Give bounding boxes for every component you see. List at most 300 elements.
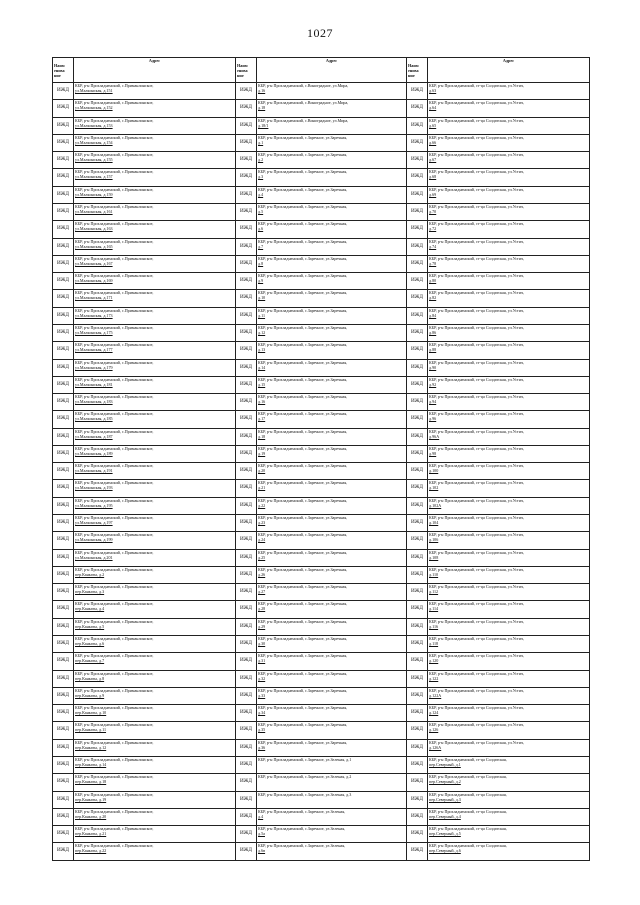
- address-line-1: КБР, р-н Прохладненский, с.Приманлинское,: [75, 134, 154, 140]
- address-cell: [257, 342, 407, 359]
- object-type-cell: ИЖД: [53, 342, 74, 359]
- address-line-2: пер.Канкаты, д.14: [75, 761, 107, 767]
- object-type-cell: ИЖД: [53, 515, 74, 532]
- address-cell: [257, 324, 407, 341]
- header-address: Адрес: [257, 58, 407, 83]
- table-row: [53, 705, 590, 722]
- address-cell: [74, 549, 236, 566]
- address-line-1: КБР, р-н Прохладненский, ст-ца Солдатская, ул.Устич,: [429, 636, 524, 641]
- address-cell: [428, 843, 590, 861]
- address-line-1: КБР, р-н Прохладненский, с.Виноградное, ул.Мира,: [258, 83, 349, 88]
- address-cell: [257, 203, 407, 220]
- address-line-1: КБР, р-н Прохладненский, с.Приманлинское,: [75, 255, 154, 261]
- object-type-cell: ИЖД: [236, 791, 257, 808]
- address-line-1: КБР, р-н Прохладненский, с.Виноградное, ул.Мира,: [258, 100, 349, 106]
- address-cell: [257, 186, 407, 203]
- object-type-cell: ИЖД: [236, 774, 257, 791]
- address-line-1: КБР, р-н Прохладненский, ст-ца Солдатская, ул.Устич,: [429, 584, 524, 590]
- address-line-2: д.24: [258, 537, 266, 543]
- address-cell: [257, 394, 407, 411]
- object-type-cell: ИЖД: [53, 411, 74, 428]
- address-line-2: д.112: [429, 589, 439, 595]
- address-line-2: д.126: [429, 727, 439, 733]
- address-line-2: пер.Канкаты, д.18: [75, 779, 107, 785]
- address-line-2: пер.Северный, д.5: [429, 831, 461, 837]
- address-cell: [257, 463, 407, 480]
- address-line-1: КБР, р-н Прохладненский, ст-ца Солдатская, ул.Устич,: [429, 186, 524, 192]
- address-cell: [428, 670, 590, 687]
- address-cell: [257, 584, 407, 601]
- address-cell: [74, 739, 236, 756]
- object-type-cell: ИЖД: [407, 636, 428, 653]
- table-row: [53, 584, 590, 601]
- address-cell: [74, 117, 236, 134]
- address-cell: [74, 324, 236, 341]
- page-number: 1027: [307, 26, 333, 40]
- object-type-cell: ИЖД: [407, 238, 428, 255]
- address-line-1: КБР, р-н Прохладненский, с.Приманлинское,: [75, 359, 154, 365]
- address-line-2: д.114: [429, 606, 439, 612]
- address-line-1: КБР, р-н Прохладненский, с.Заречное, ул.Заречная,: [258, 273, 348, 279]
- object-type-cell: ИЖД: [53, 117, 74, 134]
- address-line-2: д.122: [429, 675, 439, 681]
- address-line-2: д.108: [429, 554, 439, 560]
- address-line-1: КБР, р-н Прохладненский, с.Заречное, ул.Заречная,: [258, 203, 348, 209]
- address-line-1: КБР, р-н Прохладненский, ст-ца Солдатская, ул.Устич,: [429, 203, 524, 209]
- object-type-cell: ИЖД: [407, 359, 428, 376]
- object-type-cell: ИЖД: [53, 376, 74, 393]
- address-table: [52, 57, 590, 861]
- object-type-cell: ИЖД: [53, 480, 74, 497]
- address-line-2: д.8: [258, 260, 264, 266]
- address-line-1: КБР, р-н Прохладненский, с.Заречное, ул.Заречная,: [258, 739, 348, 745]
- object-type-cell: ИЖД: [236, 497, 257, 514]
- object-type-cell: ИЖД: [236, 83, 257, 100]
- object-type-cell: ИЖД: [407, 756, 428, 773]
- address-line-2: д.118: [429, 641, 439, 646]
- address-line-1: КБР, р-н Прохладненский, с.Заречное, ул.Зеленая,: [258, 808, 346, 814]
- address-line-1: КБР, р-н Прохладненский, ст-ца Солдатская, ул.Устич,: [429, 359, 524, 365]
- object-type-cell: ИЖД: [53, 134, 74, 151]
- object-type-cell: ИЖД: [236, 445, 257, 462]
- header-kind: Наим енова ние: [407, 58, 428, 83]
- address-line-1: КБР, р-н Прохладненский, с.Заречное, ул.Заречная,: [258, 463, 348, 469]
- address-cell: [257, 705, 407, 722]
- table-row: [53, 290, 590, 307]
- address-line-1: КБР, р-н Прохладненский, с.Приманлинское,: [75, 463, 154, 469]
- address-line-1: КБР, р-н Прохладненский, с.Заречное, ул.Заречная,: [258, 705, 348, 711]
- address-cell: [257, 221, 407, 238]
- address-line-2: ул.Малкинская, д.199: [75, 537, 113, 543]
- address-cell: [74, 221, 236, 238]
- address-cell: [257, 515, 407, 532]
- table-row: [53, 359, 590, 376]
- object-type-cell: ИЖД: [236, 826, 257, 843]
- table-row: [53, 342, 590, 359]
- address-cell: [257, 843, 407, 861]
- address-line-1: КБР, р-н Прохладненский, с.Приманлинское,: [75, 100, 154, 106]
- address-line-2: д.20: [258, 468, 266, 474]
- address-line-2: д.28: [258, 606, 266, 612]
- address-line-1: КБР, р-н Прохладненский, с.Приманлинское,: [75, 670, 154, 676]
- object-type-cell: ИЖД: [53, 203, 74, 220]
- address-cell: [428, 273, 590, 290]
- header-kind: Наим енова ние: [236, 58, 257, 83]
- address-line-1: КБР, р-н Прохладненский, ст-ца Солдатская, ул.Устич,: [429, 618, 524, 624]
- address-cell: [74, 722, 236, 739]
- object-type-cell: ИЖД: [407, 83, 428, 100]
- object-type-cell: ИЖД: [407, 324, 428, 341]
- address-line-2: д.12: [258, 329, 266, 335]
- address-cell: [74, 532, 236, 549]
- address-line-1: КБР, р-н Прохладненский, ст-ца Солдатская, ул.Устич,: [429, 670, 524, 676]
- table-row: [53, 445, 590, 462]
- object-type-cell: ИЖД: [236, 100, 257, 117]
- address-line-2: д.18: [258, 433, 266, 439]
- address-line-1: КБР, р-н Прохладненский, с.Приманлинское,: [75, 843, 154, 849]
- address-cell: [74, 238, 236, 255]
- address-line-1: КБР, р-н Прохладненский, с.Заречное, ул.Заречная,: [258, 255, 348, 261]
- address-cell: [428, 152, 590, 169]
- address-cell: [428, 324, 590, 341]
- address-line-1: КБР, р-н Прохладненский, с.Заречное, ул.Заречная,: [258, 653, 348, 659]
- table-row: [53, 394, 590, 411]
- address-cell: [428, 480, 590, 497]
- address-cell: [257, 307, 407, 324]
- address-cell: [428, 83, 590, 100]
- object-type-cell: ИЖД: [53, 670, 74, 687]
- address-line-2: д.120: [429, 658, 439, 664]
- object-type-cell: ИЖД: [407, 134, 428, 151]
- address-cell: [257, 791, 407, 808]
- address-line-1: КБР, р-н Прохладненский, с.Заречное, ул.Заречная,: [258, 290, 348, 296]
- address-line-1: КБР, р-н Прохладненский, ст-ца Солдатская, ул.Устич,: [429, 722, 524, 728]
- address-line-2: д.19: [258, 450, 266, 456]
- address-line-2: д.22: [258, 502, 266, 508]
- address-line-1: КБР, р-н Прохладненский, ст-ца Солдатская, ул.Устич,: [429, 342, 524, 348]
- object-type-cell: ИЖД: [53, 826, 74, 843]
- address-cell: [74, 359, 236, 376]
- address-cell: [428, 756, 590, 773]
- object-type-cell: ИЖД: [407, 307, 428, 324]
- object-type-cell: ИЖД: [236, 739, 257, 756]
- object-type-cell: ИЖД: [236, 221, 257, 238]
- address-line-2: д.21: [258, 485, 266, 491]
- address-line-2: д.65: [429, 122, 437, 128]
- address-line-1: КБР, р-н Прохладненский, с.Приманлинское,: [75, 290, 154, 296]
- object-type-cell: ИЖД: [53, 584, 74, 601]
- address-line-1: КБР, р-н Прохладненский, ст-ца Солдатская, ул.Устич,: [429, 169, 524, 175]
- address-line-2: ул.Малкинская, д.185: [75, 416, 113, 422]
- address-line-2: пер.Северный, д.6: [429, 848, 461, 854]
- address-cell: [257, 739, 407, 756]
- address-cell: [428, 359, 590, 376]
- table-row: [53, 636, 590, 653]
- address-cell: [257, 601, 407, 618]
- address-cell: [428, 100, 590, 117]
- object-type-cell: ИЖД: [53, 428, 74, 445]
- address-line-2: ул.Малкинская, д.154: [75, 139, 113, 145]
- address-line-1: КБР, р-н Прохладненский, с.Приманлинское,: [75, 428, 154, 434]
- table-row: [53, 722, 590, 739]
- object-type-cell: ИЖД: [407, 791, 428, 808]
- address-line-2: д.5а: [258, 831, 265, 837]
- address-cell: [74, 584, 236, 601]
- address-line-2: пер.Северный, д.4: [429, 813, 461, 819]
- table-row: [53, 273, 590, 290]
- address-line-1: КБР, р-н Прохладненский, с.Приманлинское,: [75, 756, 154, 762]
- object-type-cell: ИЖД: [407, 117, 428, 134]
- address-cell: [74, 808, 236, 825]
- address-cell: [257, 152, 407, 169]
- address-cell: [428, 705, 590, 722]
- address-line-1: КБР, р-н Прохладненский, с.Заречное, ул.Зеленая, д.2: [258, 774, 352, 780]
- address-cell: [257, 636, 407, 653]
- address-cell: [257, 687, 407, 704]
- address-line-1: КБР, р-н Прохладненский, с.Виноградное, ул.Мира,: [258, 117, 349, 123]
- address-cell: [74, 428, 236, 445]
- object-type-cell: ИЖД: [407, 705, 428, 722]
- address-line-1: КБР, р-н Прохладненский, с.Приманлинское,: [75, 238, 154, 244]
- object-type-cell: ИЖД: [236, 428, 257, 445]
- object-type-cell: ИЖД: [407, 169, 428, 186]
- address-line-2: д.67: [429, 157, 437, 163]
- address-cell: [257, 255, 407, 272]
- address-line-1: КБР, р-н Прохладненский, с.Заречное, ул.Заречная,: [258, 134, 348, 140]
- address-cell: [428, 307, 590, 324]
- object-type-cell: ИЖД: [236, 756, 257, 773]
- object-type-cell: ИЖД: [53, 791, 74, 808]
- address-line-2: д.70: [429, 208, 437, 214]
- address-line-1: КБР, р-н Прохладненский, ст-ца Солдатская, ул.Устич,: [429, 152, 524, 158]
- address-line-1: КБР, р-н Прохладненский, с.Заречное, ул.Заречная,: [258, 238, 348, 244]
- address-line-2: д.6: [258, 226, 264, 232]
- address-line-2: ул.Малкинская, д.195: [75, 502, 113, 508]
- object-type-cell: ИЖД: [236, 117, 257, 134]
- table-row: [53, 739, 590, 756]
- object-type-cell: ИЖД: [407, 687, 428, 704]
- address-line-2: д.96: [429, 416, 437, 422]
- table-row: [53, 324, 590, 341]
- address-line-2: д.15: [258, 381, 266, 387]
- address-line-1: КБР, р-н Прохладненский, с.Приманлинское,: [75, 705, 154, 711]
- table-row: [53, 774, 590, 791]
- address-line-1: КБР, р-н Прохладненский, с.Заречное, ул.Заречная,: [258, 497, 348, 503]
- object-type-cell: ИЖД: [407, 601, 428, 618]
- object-type-cell: ИЖД: [407, 186, 428, 203]
- address-cell: [257, 290, 407, 307]
- object-type-cell: ИЖД: [236, 705, 257, 722]
- object-type-cell: ИЖД: [407, 722, 428, 739]
- address-line-2: д.78: [429, 260, 437, 266]
- object-type-cell: ИЖД: [407, 515, 428, 532]
- table-row: [53, 653, 590, 670]
- object-type-cell: ИЖД: [53, 324, 74, 341]
- address-line-2: д.14: [258, 364, 266, 370]
- address-line-1: КБР, р-н Прохладненский, с.Приманлинское,: [75, 636, 154, 641]
- address-line-2: д.126А: [429, 744, 442, 750]
- object-type-cell: ИЖД: [53, 359, 74, 376]
- address-cell: [74, 445, 236, 462]
- object-type-cell: ИЖД: [407, 480, 428, 497]
- object-type-cell: ИЖД: [407, 394, 428, 411]
- address-cell: [428, 653, 590, 670]
- address-line-1: КБР, р-н Прохладненский, ст-ца Солдатская, ул.Устич,: [429, 739, 524, 745]
- address-line-2: д.33: [258, 692, 266, 698]
- address-line-1: КБР, р-н Прохладненский, с.Заречное, ул.Заречная,: [258, 670, 348, 676]
- address-cell: [257, 826, 407, 843]
- address-line-1: КБР, р-н Прохладненский, с.Приманлинское,: [75, 549, 154, 555]
- address-line-2: д.3: [258, 174, 264, 180]
- object-type-cell: ИЖД: [236, 273, 257, 290]
- object-type-cell: ИЖД: [407, 273, 428, 290]
- address-line-2: д.18: [258, 105, 266, 111]
- table-body: [53, 83, 590, 861]
- address-line-2: д.92: [429, 381, 437, 387]
- address-line-1: КБР, р-н Прохладненский, с.Приманлинское,: [75, 532, 154, 538]
- address-line-1: КБР, р-н Прохладненский, ст-ца Солдатская, ул.Устич,: [429, 463, 524, 469]
- address-line-1: КБР, р-н Прохладненский, с.Заречное, ул.Зеленая, д.3: [258, 791, 352, 797]
- address-cell: [257, 618, 407, 635]
- object-type-cell: ИЖД: [407, 826, 428, 843]
- address-cell: [257, 480, 407, 497]
- address-cell: [74, 497, 236, 514]
- object-type-cell: ИЖД: [236, 532, 257, 549]
- address-line-1: КБР, р-н Прохладненский, ст-ца Солдатская, ул.Устич,: [429, 549, 524, 555]
- object-type-cell: ИЖД: [53, 687, 74, 704]
- address-cell: [257, 549, 407, 566]
- object-type-cell: ИЖД: [53, 601, 74, 618]
- address-cell: [257, 566, 407, 583]
- table-row: [53, 566, 590, 583]
- address-line-2: д.13: [258, 347, 266, 353]
- object-type-cell: ИЖД: [236, 618, 257, 635]
- object-type-cell: ИЖД: [407, 203, 428, 220]
- address-line-1: КБР, р-н Прохладненский, с.Приманлинское,: [75, 515, 154, 521]
- address-cell: [74, 601, 236, 618]
- address-cell: [74, 618, 236, 635]
- object-type-cell: ИЖД: [236, 515, 257, 532]
- address-line-1: КБР, р-н Прохладненский, ст-ца Солдатская, ул.Устич,: [429, 290, 524, 296]
- address-line-1: КБР, р-н Прохладненский, ст-ца Солдатская, ул.Устич,: [429, 601, 524, 607]
- object-type-cell: ИЖД: [53, 636, 74, 653]
- object-type-cell: ИЖД: [53, 532, 74, 549]
- address-line-1: КБР, р-н Прохладненский, с.Заречное, ул.Заречная,: [258, 307, 348, 313]
- object-type-cell: ИЖД: [407, 342, 428, 359]
- address-line-2: д.106: [429, 537, 439, 543]
- address-cell: [257, 653, 407, 670]
- object-type-cell: ИЖД: [53, 808, 74, 825]
- address-cell: [428, 497, 590, 514]
- object-type-cell: ИЖД: [236, 186, 257, 203]
- object-type-cell: ИЖД: [236, 566, 257, 583]
- address-line-2: ул.Малкинская, д.151: [75, 88, 113, 93]
- address-cell: [428, 774, 590, 791]
- address-line-1: КБР, р-н Прохладненский, с.Приманлинское,: [75, 169, 154, 175]
- address-line-1: КБР, р-н Прохладненский, ст-ца Солдатская,: [429, 791, 507, 797]
- address-line-1: КБР, р-н Прохладненский, ст-ца Солдатская, ул.Устич,: [429, 515, 524, 521]
- object-type-cell: ИЖД: [236, 152, 257, 169]
- address-line-1: КБР, р-н Прохладненский, ст-ца Солдатская, ул.Устич,: [429, 307, 524, 313]
- address-line-1: КБР, р-н Прохладненский, ст-ца Солдатская,: [429, 756, 507, 762]
- address-line-2: ул.Малкинская, д.183: [75, 399, 113, 405]
- address-line-2: д.16: [258, 399, 266, 405]
- object-type-cell: ИЖД: [236, 238, 257, 255]
- object-type-cell: ИЖД: [407, 445, 428, 462]
- object-type-cell: ИЖД: [53, 497, 74, 514]
- address-cell: [74, 480, 236, 497]
- address-line-1: КБР, р-н Прохладненский, с.Приманлинское,: [75, 394, 154, 400]
- address-line-1: КБР, р-н Прохладненский, с.Заречное, ул.Заречная,: [258, 428, 348, 434]
- address-line-2: д.4: [258, 813, 264, 819]
- address-cell: [257, 83, 407, 100]
- address-line-1: КБР, р-н Прохладненский, с.Заречное, ул.Заречная,: [258, 324, 348, 330]
- object-type-cell: ИЖД: [53, 739, 74, 756]
- object-type-cell: ИЖД: [236, 653, 257, 670]
- address-line-1: КБР, р-н Прохладненский, с.Заречное, ул.Заречная,: [258, 618, 348, 624]
- table-row: [53, 255, 590, 272]
- table-row: [53, 687, 590, 704]
- object-type-cell: ИЖД: [407, 221, 428, 238]
- address-cell: [428, 376, 590, 393]
- address-cell: [257, 134, 407, 151]
- address-cell: [428, 238, 590, 255]
- address-line-2: д.2: [258, 157, 264, 163]
- address-line-1: КБР, р-н Прохладненский, с.Приманлинское,: [75, 722, 154, 728]
- address-cell: [257, 808, 407, 825]
- address-cell: [74, 342, 236, 359]
- address-line-2: пер.Канкаты, д.12: [75, 744, 107, 750]
- table-row: [53, 83, 590, 100]
- object-type-cell: ИЖД: [407, 290, 428, 307]
- address-line-1: КБР, р-н Прохладненский, с.Приманлинское,: [75, 653, 154, 659]
- address-line-1: КБР, р-н Прохладненский, ст-ца Солдатская, ул.Устич,: [429, 497, 524, 503]
- address-line-2: ул.Малкинская, д.179: [75, 364, 113, 370]
- object-type-cell: ИЖД: [53, 221, 74, 238]
- address-line-1: КБР, р-н Прохладненский, с.Приманлинское,: [75, 445, 154, 451]
- object-type-cell: ИЖД: [236, 670, 257, 687]
- table-row: [53, 152, 590, 169]
- address-line-2: д.7: [258, 243, 264, 249]
- address-cell: [257, 532, 407, 549]
- address-line-2: пер.Канкаты, д.11: [75, 727, 107, 733]
- address-cell: [428, 601, 590, 618]
- address-line-2: д.84: [429, 312, 437, 318]
- address-line-2: д.26: [258, 571, 266, 577]
- table-row: [53, 808, 590, 825]
- header-kind: Наим енова ние: [53, 58, 74, 83]
- address-cell: [74, 687, 236, 704]
- address-cell: [428, 445, 590, 462]
- address-cell: [74, 307, 236, 324]
- address-line-1: КБР, р-н Прохладненский, с.Заречное, ул.Заречная,: [258, 722, 348, 728]
- address-line-1: КБР, р-н Прохладненский, с.Заречное, ул.Заречная,: [258, 359, 348, 365]
- address-cell: [74, 255, 236, 272]
- address-line-2: д.64: [429, 105, 437, 111]
- address-line-2: пер.Канкаты, д.19: [75, 796, 107, 802]
- address-cell: [257, 774, 407, 791]
- address-cell: [257, 169, 407, 186]
- address-cell: [257, 756, 407, 773]
- address-line-1: КБР, р-н Прохладненский, ст-ца Солдатская, ул.Устич,: [429, 273, 524, 279]
- address-cell: [428, 290, 590, 307]
- address-line-1: КБР, р-н Прохладненский, ст-ца Солдатская, ул.Устич,: [429, 445, 524, 451]
- object-type-cell: ИЖД: [407, 584, 428, 601]
- address-line-2: ул.Малкинская, д.193: [75, 485, 113, 491]
- address-line-2: д.25: [258, 554, 266, 560]
- address-cell: [257, 411, 407, 428]
- address-line-2: ул.Малкинская, д.171: [75, 295, 113, 301]
